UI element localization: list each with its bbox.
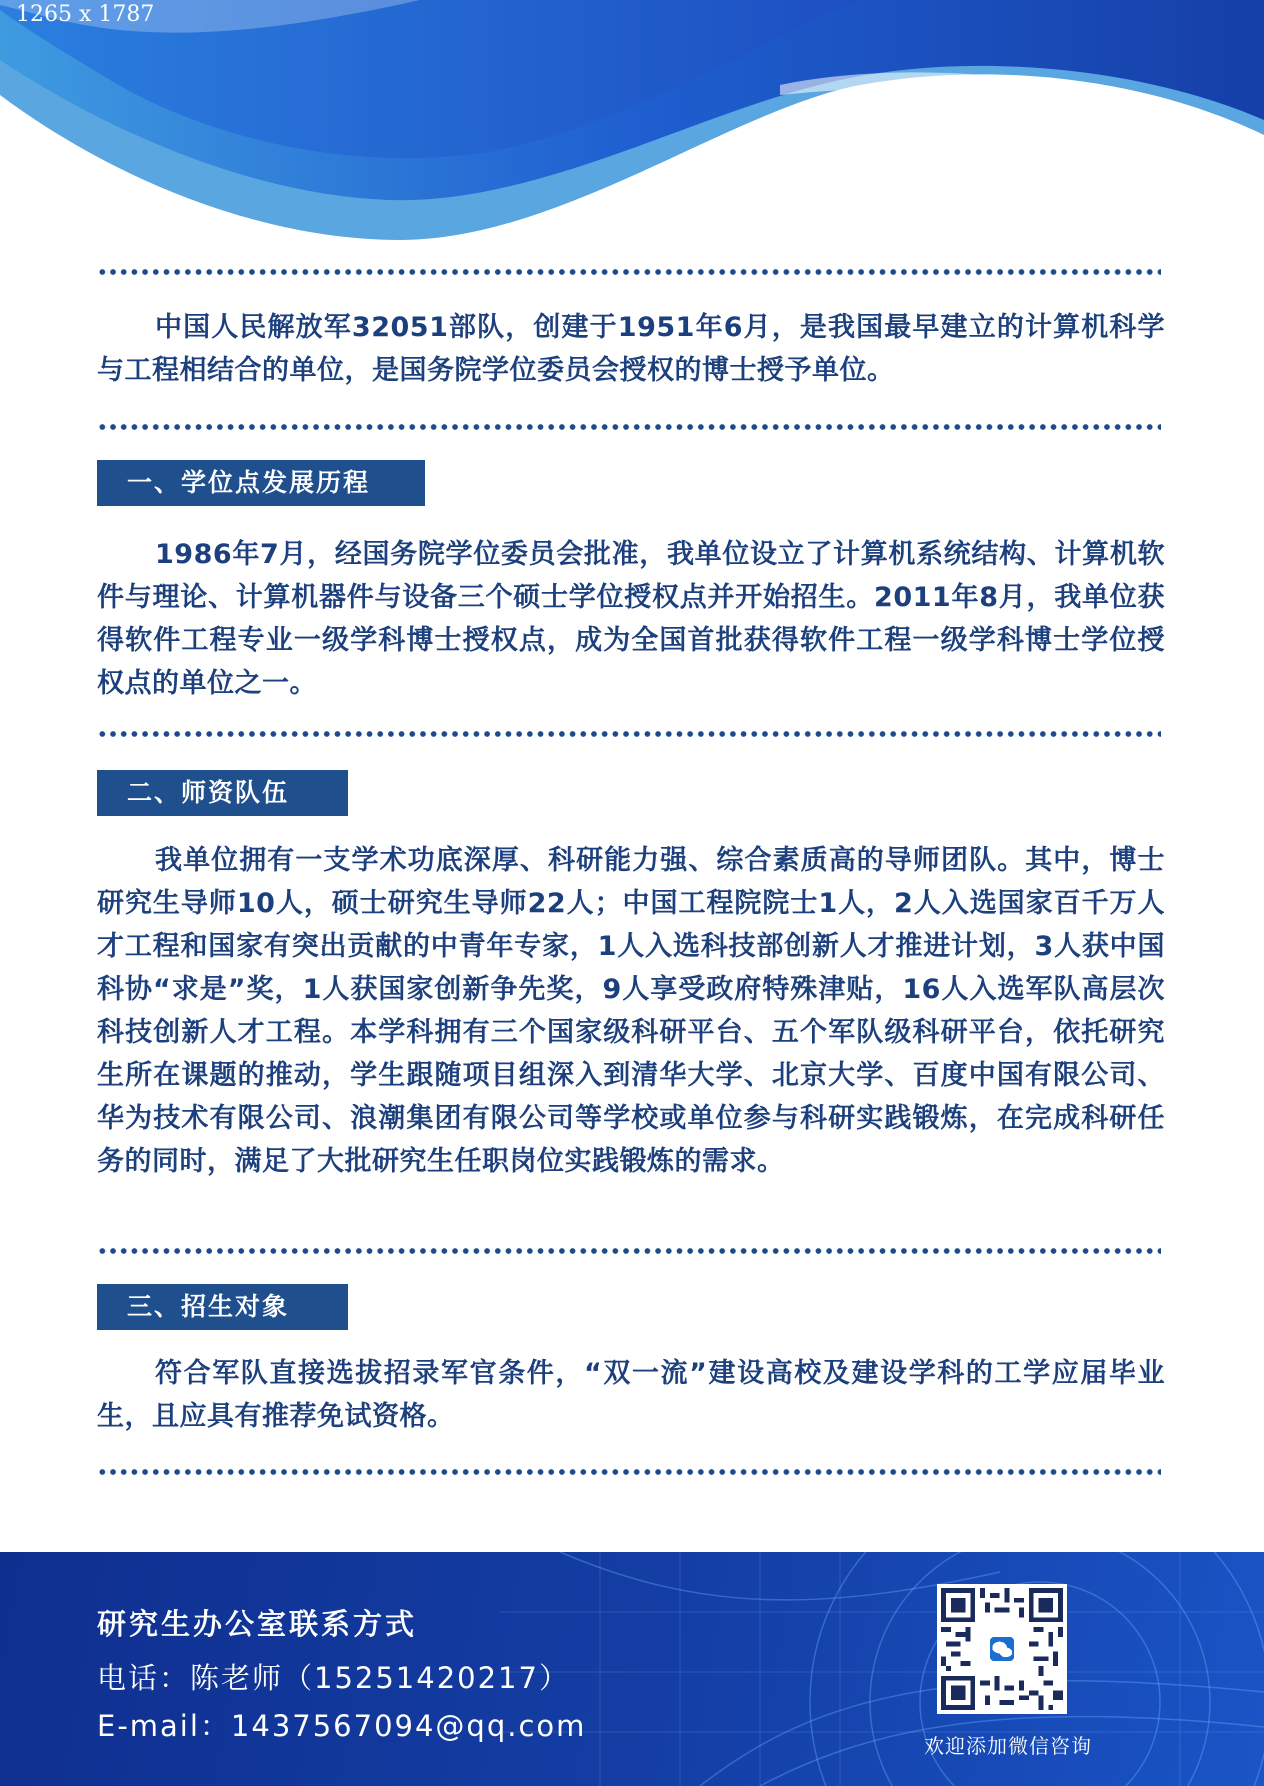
image-size-label: 1265 x 1787	[16, 2, 155, 27]
contact-footer	[0, 1552, 1264, 1786]
dotted-divider	[97, 424, 1161, 430]
intro-paragraph: 中国人民解放军32051部队，创建于1951年6月，是我国最早建立的计算机科学与工程相结合的单位，是国务院学位委员会授权的博士授予单位。	[97, 312, 1165, 386]
contact-email: E-mail：1437567094@qq.com	[97, 1709, 587, 1743]
dotted-divider	[97, 1469, 1161, 1475]
section-title-faculty: 二、师资队伍	[97, 770, 348, 816]
qr-code-icon	[941, 1588, 1063, 1710]
faculty-paragraph: 我单位拥有一支学术功底深厚、科研能力强、综合素质高的导师团队。其中，博士研究生导师10人，硕士研究生导师22人；中国工程院院士1人，2人入选国家百千万人才工程和国家有突出贡献的中青年专家，1人入选科技部创新人才推进计划，3人获中国科协“求是”奖，1人获国家创新争先奖，9人享受政府特殊津贴，16人入选军队高层次科技创新人才工程。本学科拥有三个国家级科研平台、五个军队级科研平台，依托研究生所在课题的推动，学生跟随项目组深入到清华大学、北京大学、百度中国有限公司、华为技术有限公司、浪潮集团有限公司等学校或单位参与科研实践锻炼，在完成科研任务的同时，满足了大批研究生任职岗位实践锻炼的需求。	[97, 845, 1165, 1177]
dotted-divider	[97, 731, 1161, 737]
history-paragraph: 1986年7月，经国务院学位委员会批准，我单位设立了计算机系统结构、计算机软件与理论、计算机器件与设备三个硕士学位授权点并开始招生。2011年8月，我单位获得软件工程专业一级学科博士授权点，成为全国首批获得软件工程一级学科博士学位授权点的单位之一。	[97, 539, 1165, 699]
contact-title: 研究生办公室联系方式	[97, 1607, 418, 1641]
dotted-divider	[97, 1248, 1161, 1254]
admission-paragraph: 符合军队直接选拔招录军官条件，“双一流”建设高校及建设学科的工学应届毕业生，且应具有推荐免试资格。	[97, 1358, 1165, 1432]
qr-caption: 欢迎添加微信咨询	[924, 1734, 1092, 1758]
section-title-admission: 三、招生对象	[97, 1284, 348, 1330]
dotted-divider	[97, 269, 1161, 275]
contact-phone: 电话：陈老师（15251420217）	[97, 1661, 570, 1695]
header-wave-decoration	[0, 0, 1264, 260]
wechat-qr-code[interactable]	[937, 1584, 1067, 1714]
section-title-history: 一、学位点发展历程	[97, 460, 425, 506]
